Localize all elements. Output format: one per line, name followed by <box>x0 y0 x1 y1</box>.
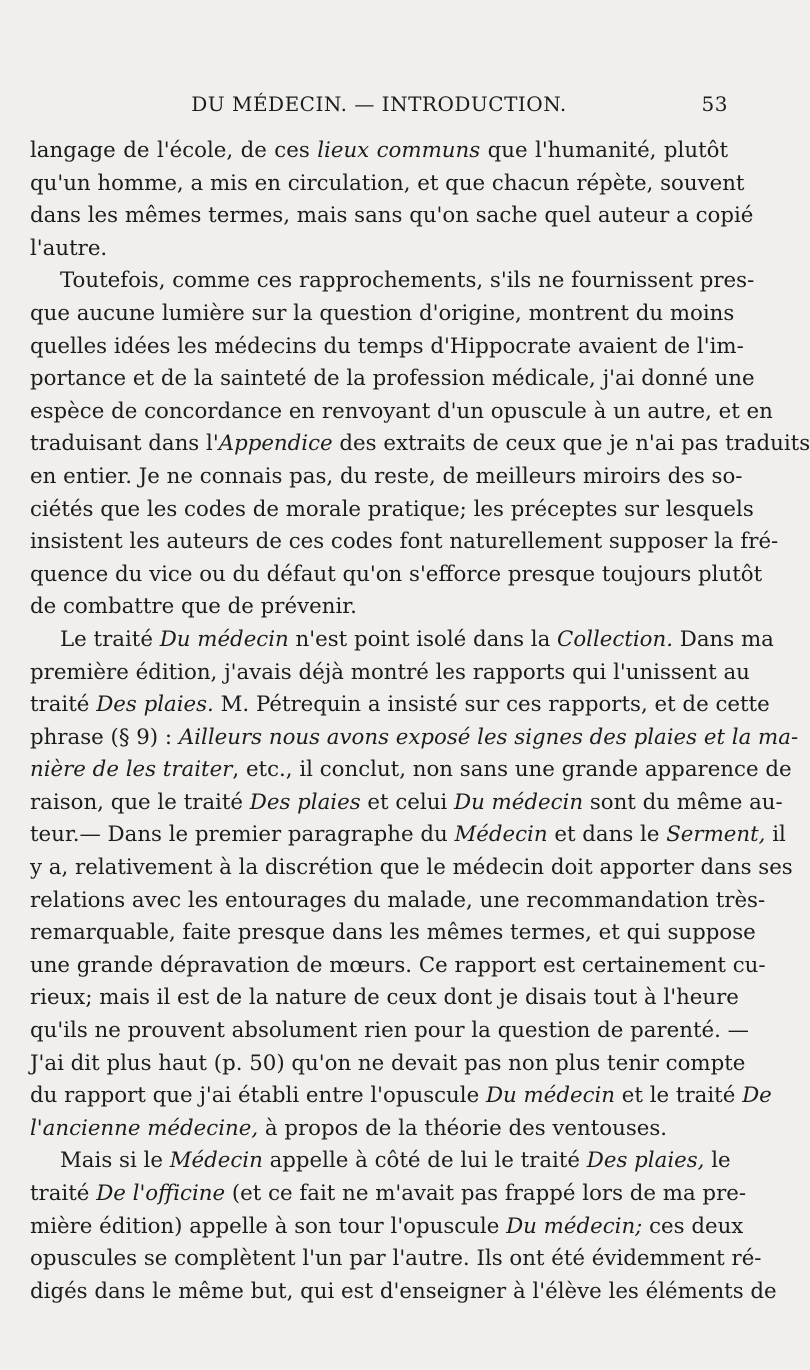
text-run: l'autre. <box>30 235 108 261</box>
text-line <box>30 135 728 168</box>
text-run: que aucune lumière sur la question d'origine, montrent du moins <box>30 300 735 326</box>
text-run: , etc., il conclut, non sans une grande apparence de <box>232 757 792 783</box>
text-line <box>30 168 745 201</box>
text-run: n'est point isolé dans la <box>288 626 558 652</box>
text-run: raison, que le traité <box>30 789 250 815</box>
italic-text: Appendice <box>218 431 333 457</box>
text-line <box>30 657 750 690</box>
text-run: première édition, j'avais déjà montré les rapports qui l'unissent au <box>30 659 750 685</box>
text-line <box>30 624 774 657</box>
text-run: insistent les auteurs de ces codes font naturellement supposer la fré- <box>30 529 779 555</box>
text-line <box>30 982 739 1015</box>
text-run: remarquable, faite presque dans les mêmes termes, et qui suppose <box>30 920 756 946</box>
text-run: appelle à côté de lui le traité <box>262 1148 587 1174</box>
text-run: traité <box>30 692 97 718</box>
text-run: du rapport que j'ai établi entre l'opuscule <box>30 1083 486 1109</box>
italic-text: l'ancienne médecine, <box>30 1115 259 1141</box>
text-line <box>30 852 793 885</box>
text-run: le <box>704 1148 731 1174</box>
text-line <box>30 265 755 298</box>
italic-text: Du médecin <box>454 789 584 815</box>
text-run: et celui <box>360 789 454 815</box>
text-line <box>30 363 755 396</box>
running-head <box>30 92 728 122</box>
text-run: que l'humanité, plutôt <box>480 138 729 163</box>
text-run: une grande dépravation de mœurs. Ce rapport est certainement cu- <box>30 952 766 978</box>
text-run: sont du même au- <box>583 789 783 815</box>
italic-text: Médecin <box>454 822 548 848</box>
text-run: il <box>765 822 786 848</box>
text-line <box>30 819 786 852</box>
text-line <box>30 1048 746 1081</box>
text-line <box>30 950 766 983</box>
text-line <box>30 428 810 461</box>
text-line <box>30 591 728 624</box>
text-run: digés dans le même but, qui est d'enseigner à l'élève les éléments de <box>30 1278 777 1304</box>
page-number: 53 <box>701 92 728 116</box>
text-run: ces deux <box>642 1213 744 1239</box>
italic-text: Collection. <box>557 626 673 652</box>
text-run: à propos de la théorie des ventouses. <box>258 1115 668 1141</box>
body-text <box>30 135 810 1308</box>
text-line <box>30 787 783 820</box>
italic-text: Des plaies, <box>586 1148 705 1174</box>
text-line <box>30 461 743 494</box>
text-run: Le traité <box>60 626 160 652</box>
text-line <box>30 917 756 950</box>
text-line <box>30 1080 772 1113</box>
italic-text: Serment, <box>666 822 766 848</box>
text-run: quence du vice ou du défaut qu'on s'efforce presque toujours plutôt <box>30 561 763 587</box>
text-line <box>30 885 766 918</box>
italic-text: Du médecin; <box>506 1213 643 1239</box>
italic-text: De <box>742 1083 772 1109</box>
text-line <box>30 722 799 755</box>
italic-text: Du médecin <box>485 1083 616 1109</box>
text-run: Dans ma <box>673 626 774 652</box>
text-run: relations avec les entourages du malade, une recommandation très- <box>30 887 766 913</box>
text-run: espèce de concordance en renvoyant d'un opuscule à un autre, et en <box>30 398 773 424</box>
italic-text: lieux communs <box>317 138 481 163</box>
text-line <box>30 1015 749 1048</box>
italic-text: Du médecin <box>159 626 289 652</box>
running-head-title: DU MÉDECIN. — INTRODUCTION. <box>191 92 567 116</box>
text-line <box>30 1211 744 1244</box>
text-line <box>30 1113 728 1146</box>
text-line <box>30 331 744 364</box>
text-line <box>30 1178 747 1211</box>
text-line <box>30 200 754 233</box>
text-run: qu'un homme, a mis en circulation, et que chacun répète, souvent <box>30 170 745 196</box>
text-run: mière édition) appelle à son tour l'opuscule <box>30 1213 507 1239</box>
text-run: traduisant dans l' <box>30 431 219 457</box>
text-run: (et ce fait ne m'avait pas frappé lors de ma pre- <box>225 1181 747 1206</box>
text-run: phrase (§ 9) : <box>30 724 179 750</box>
text-run: portance et de la sainteté de la profession médicale, j'ai donné une <box>30 366 755 392</box>
text-run: rieux; mais il est de la nature de ceux dont je disais tout à l'heure <box>30 985 739 1011</box>
text-run: langage de l'école, de ces <box>30 138 318 163</box>
italic-text: Médecin <box>169 1148 263 1174</box>
text-run: et le traité <box>615 1083 743 1109</box>
text-run: des extraits de ceux que je n'ai pas traduits <box>332 431 810 457</box>
text-run: traité <box>30 1181 97 1206</box>
italic-text: De l'officine <box>96 1181 226 1206</box>
text-line <box>30 1243 762 1276</box>
text-run: M. Pétrequin a insisté sur ces rapports, et de cette <box>213 692 770 718</box>
text-run: ciétés que les codes de morale pratique; les préceptes sur lesquels <box>30 496 754 522</box>
italic-text: Des plaies <box>249 789 361 815</box>
italic-text: Des plaies. <box>96 692 214 718</box>
italic-text: Ailleurs nous avons exposé les signes des plaies et la ma- <box>178 724 799 750</box>
text-line <box>30 298 735 331</box>
text-run: quelles idées les médecins du temps d'Hippocrate avaient de l'im- <box>30 333 744 359</box>
text-run: J'ai dit plus haut (p. 50) qu'on ne devait pas non plus tenir compte <box>30 1050 746 1076</box>
text-line <box>30 1145 731 1178</box>
text-line <box>30 689 770 722</box>
text-run: y a, relativement à la discrétion que le médecin doit apporter dans ses <box>30 855 793 881</box>
text-run: opuscules se complètent l'un par l'autre. Ils ont été évidemment ré- <box>30 1246 762 1272</box>
text-line <box>30 396 773 429</box>
text-run: en entier. Je ne connais pas, du reste, de meilleurs miroirs des so- <box>30 463 743 489</box>
italic-text: nière de les traiter <box>30 757 233 783</box>
text-run: de combattre que de prévenir. <box>30 594 357 620</box>
text-line <box>30 233 728 266</box>
text-run: teur.— Dans le premier paragraphe du <box>30 822 455 848</box>
text-line <box>30 559 763 592</box>
text-run: Mais si le <box>60 1148 170 1174</box>
text-line <box>30 494 754 527</box>
text-line <box>30 526 779 559</box>
text-run: qu'ils ne prouvent absolument rien pour la question de parenté. — <box>30 1018 749 1044</box>
text-run: et dans le <box>547 822 667 848</box>
text-run: dans les mêmes termes, mais sans qu'on sache quel auteur a copié <box>30 203 754 229</box>
text-line <box>30 754 792 787</box>
text-run: Toutefois, comme ces rapprochements, s'ils ne fournissent pres- <box>60 268 755 294</box>
text-line <box>30 1276 777 1309</box>
